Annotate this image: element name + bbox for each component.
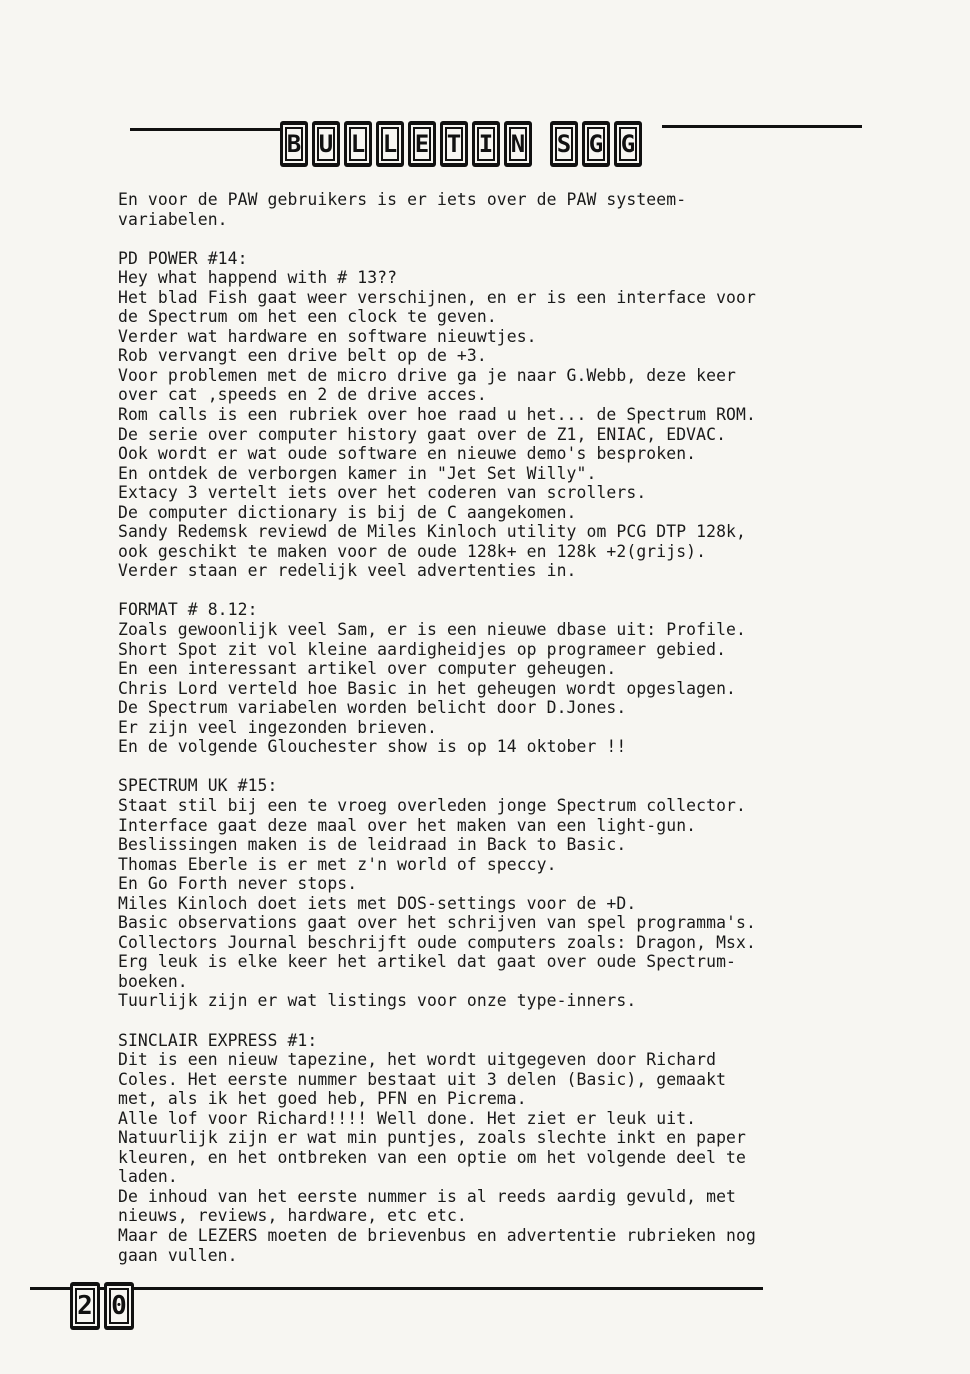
intro-line: En voor de PAW gebruikers is er iets over de PAW systeem-	[118, 190, 687, 209]
masthead-letter: L	[347, 125, 369, 163]
text-line: Chris Lord verteld hoe Basic in het geheugen wordt opgeslagen.	[118, 678, 737, 698]
masthead-tile	[376, 121, 404, 167]
header-rule-left	[130, 128, 280, 131]
text-line: De computer dictionary is bij de C aangekomen.	[118, 502, 577, 522]
text-line: En de volgende Glouchester show is op 14 oktober !!	[118, 737, 627, 757]
masthead-letter: N	[507, 125, 529, 163]
text-line: ook geschikt te maken voor de oude 128k+ en 128k +2(grijs).	[118, 541, 707, 561]
masthead-tile	[312, 121, 340, 167]
intro-line: variabelen.	[118, 209, 228, 229]
text-line: Ook wordt er wat oude software en nieuwe demo's besproken.	[118, 444, 697, 464]
page-number	[70, 1282, 134, 1330]
masthead-tile	[344, 121, 372, 167]
text-line: Interface gaat deze maal over het maken van een light-gun.	[118, 815, 697, 835]
text-line: Collectors Journal beschrijft oude computers zoals: Dragon, Msx.	[118, 932, 756, 952]
masthead-tile	[614, 121, 642, 167]
text-line: Natuurlijk zijn er wat min puntjes, zoals slechte inkt en paper	[118, 1128, 746, 1148]
masthead-letter: U	[315, 125, 337, 163]
masthead-tile	[472, 121, 500, 167]
text-line: Het blad Fish gaat weer verschijnen, en er is een interface voor	[118, 287, 756, 307]
masthead-letter: I	[475, 125, 497, 163]
page-number-digit: 2	[73, 1286, 97, 1326]
text-line: Miles Kinloch doet iets met DOS-settings voor de +D.	[118, 893, 637, 913]
text-line: met, als ik het goed heb, PFN en Picrema.	[118, 1089, 527, 1109]
section-heading: PD POWER #14:	[118, 248, 248, 268]
section-heading: FORMAT # 8.12:	[118, 600, 258, 620]
text-line: Maar de LEZERS moeten de brievenbus en advertentie rubrieken nog	[118, 1225, 756, 1245]
text-line: En een interessant artikel over computer geheugen.	[118, 659, 617, 679]
page-number-tile	[70, 1282, 100, 1330]
masthead-tile	[550, 121, 578, 167]
masthead-letter: G	[617, 125, 639, 163]
text-line: Basic observations gaat over het schrijven van spel programma's.	[118, 913, 756, 933]
text-line: Alle lof voor Richard!!!! Well done. Het ziet er leuk uit.	[118, 1108, 697, 1128]
masthead-tile	[504, 121, 532, 167]
masthead	[280, 121, 642, 167]
text-line: Verder wat hardware en software nieuwtjes.	[118, 326, 537, 346]
masthead-letter: B	[283, 125, 305, 163]
text-line: Dit is een nieuw tapezine, het wordt uitgegeven door Richard	[118, 1050, 717, 1070]
page-number-digit: 0	[107, 1286, 131, 1326]
text-line: Coles. Het eerste nummer bestaat uit 3 delen (Basic), gemaakt	[118, 1069, 727, 1089]
masthead-letter: G	[585, 125, 607, 163]
text-line: Short Spot zit vol kleine aardigheidjes op programeer gebied.	[118, 639, 727, 659]
text-line: Hey what happend with # 13??	[118, 268, 398, 288]
header-rule-right	[662, 125, 862, 128]
text-line: boeken.	[118, 971, 188, 991]
text-line: Er zijn veel ingezonden brieven.	[118, 717, 437, 737]
text-line: kleuren, en het ontbreken van een optie om het volgende deel te	[118, 1147, 746, 1167]
text-line: Tuurlijk zijn er wat listings voor onze type-inners.	[118, 991, 637, 1011]
text-line: En ontdek de verborgen kamer in "Jet Set Willy".	[118, 463, 597, 483]
masthead-tile	[408, 121, 436, 167]
text-line: de Spectrum om het een clock te geven.	[118, 307, 497, 327]
masthead-tile	[440, 121, 468, 167]
text-line: laden.	[118, 1167, 178, 1187]
masthead-letter: S	[553, 125, 575, 163]
text-line: Voor problemen met de micro drive ga je naar G.Webb, deze keer	[118, 365, 737, 385]
text-line: Extacy 3 vertelt iets over het coderen van scrollers.	[118, 483, 647, 503]
text-line: De Spectrum variabelen worden belicht door D.Jones.	[118, 698, 627, 718]
text-line: nieuws, reviews, hardware, etc etc.	[118, 1206, 467, 1226]
text-line: Erg leuk is elke keer het artikel dat gaat over oude Spectrum-	[118, 952, 737, 972]
text-line: Staat stil bij een te vroeg overleden jonge Spectrum collector.	[118, 795, 746, 815]
masthead-tile	[280, 121, 308, 167]
text-line: over cat ,speeds en 2 de drive acces.	[118, 385, 487, 405]
text-line: Rob vervangt een drive belt op de +3.	[118, 346, 487, 366]
text-line: Rom calls is een rubriek over hoe raad u het... de Spectrum ROM.	[118, 405, 756, 425]
page-number-tile	[104, 1282, 134, 1330]
text-line: Zoals gewoonlijk veel Sam, er is een nieuwe dbase uit: Profile.	[118, 620, 746, 640]
masthead-tile	[582, 121, 610, 167]
text-line: De inhoud van het eerste nummer is al reeds aardig gevuld, met	[118, 1186, 737, 1206]
text-line: gaan vullen.	[118, 1245, 238, 1265]
text-line: Beslissingen maken is de leidraad in Back to Basic.	[118, 835, 627, 855]
text-line: En Go Forth never stops.	[118, 874, 358, 894]
article-body	[118, 190, 868, 1265]
text-line: De serie over computer history gaat over de Z1, ENIAC, EDVAC.	[118, 424, 727, 444]
section-heading: SPECTRUM UK #15:	[118, 776, 278, 796]
text-line: Thomas Eberle is er met z'n world of speccy.	[118, 854, 557, 874]
masthead-letter: T	[443, 125, 465, 163]
text-line: Verder staan er redelijk veel advertenties in.	[118, 561, 577, 581]
masthead-letter: L	[379, 125, 401, 163]
text-line: Sandy Redemsk reviewd de Miles Kinloch utility om PCG DTP 128k,	[118, 522, 746, 542]
section-heading: SINCLAIR EXPRESS #1:	[118, 1030, 318, 1050]
masthead-letter: E	[411, 125, 433, 163]
footer-rule	[30, 1287, 763, 1290]
